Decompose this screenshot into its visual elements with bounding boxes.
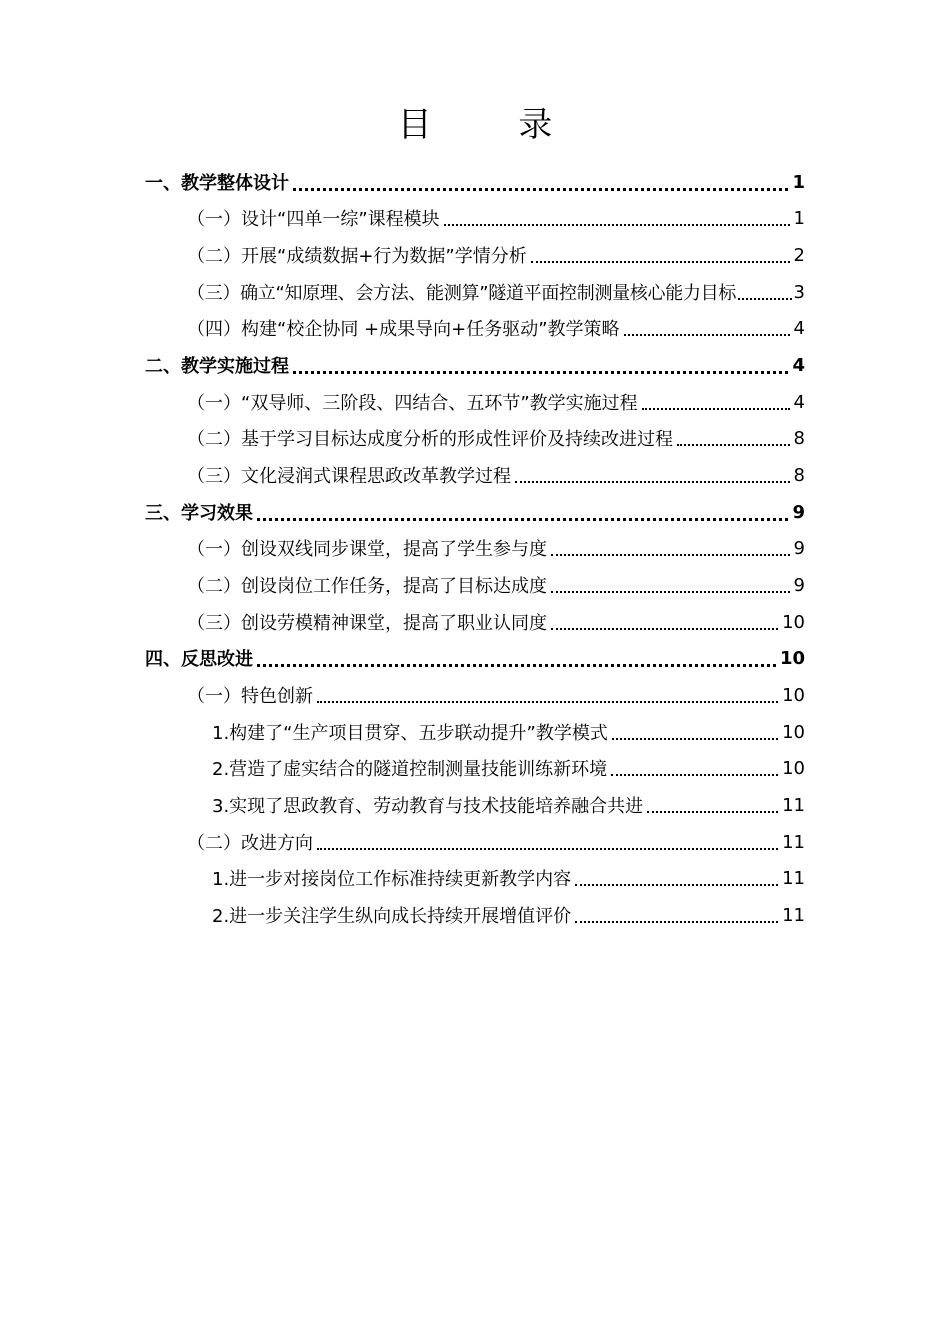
toc-entry-text: （三）文化浸润式课程思政改革教学过程	[187, 466, 511, 487]
toc-page-number: 8	[793, 427, 805, 449]
dot-leader	[257, 642, 776, 667]
dot-leader	[551, 569, 790, 593]
page-title: 目 录	[397, 105, 591, 145]
toc-entry-text: （三）创设劳模精神课堂，提高了职业认同度	[187, 613, 547, 634]
toc-entry-text: 2.营造了虚实结合的隧道控制测量技能训练新环境	[212, 759, 608, 780]
toc-page-number: 3	[793, 281, 805, 303]
dot-leader	[317, 826, 778, 850]
dot-leader	[738, 276, 791, 300]
toc-entry-4-1-1[interactable]	[212, 714, 805, 750]
toc-entry-text: 二、教学实施过程	[145, 356, 289, 377]
toc-page-number: 9	[793, 537, 805, 559]
toc-entry-text: 一、教学整体设计	[145, 173, 289, 194]
toc-entry-4-1[interactable]	[187, 677, 805, 713]
toc-entry-text: 四、反思改进	[145, 649, 253, 670]
toc-page-number: 10	[782, 684, 805, 706]
dot-leader	[647, 789, 778, 813]
toc-entry-1-1[interactable]	[187, 200, 805, 236]
toc-page-number: 9	[792, 501, 805, 523]
toc-entry-2-1[interactable]	[187, 384, 805, 420]
toc-entry-text: （二）创设岗位工作任务，提高了目标达成度	[187, 576, 547, 597]
dot-leader	[317, 679, 778, 703]
dot-leader	[293, 166, 788, 191]
dot-leader	[642, 386, 790, 410]
toc-entry-2-2[interactable]	[187, 420, 805, 456]
dot-leader	[257, 496, 788, 521]
toc-page-number: 4	[793, 317, 805, 339]
toc-entry-text: 三、学习效果	[145, 503, 253, 524]
toc-page-number: 11	[782, 794, 805, 816]
toc-page-number: 10	[782, 757, 805, 779]
toc-entry-1-3[interactable]	[187, 274, 805, 310]
toc-page-number: 11	[782, 867, 805, 889]
toc-page-number: 9	[793, 574, 805, 596]
dot-leader	[551, 532, 790, 556]
toc-page-number: 1	[792, 171, 805, 193]
toc-entry-text: 1.进一步对接岗位工作标准持续更新教学内容	[212, 869, 572, 890]
toc-page-number: 10	[782, 611, 805, 633]
dot-leader	[515, 459, 790, 483]
dot-leader	[611, 752, 778, 776]
toc-entry-text: （一）“双导师、三阶段、四结合、五环节”教学实施过程	[187, 393, 638, 414]
dot-leader	[612, 716, 778, 740]
toc-entry-4-2-1[interactable]	[212, 860, 805, 896]
toc-page-number: 8	[793, 464, 805, 486]
dot-leader	[293, 349, 788, 374]
toc-entry-text: （二）基于学习目标达成度分析的形成性评价及持续改进过程	[187, 429, 673, 450]
toc-entry-text: （一）设计“四单一综”课程模块	[187, 209, 440, 230]
toc-entry-3-3[interactable]	[187, 604, 805, 640]
toc-page-number: 10	[779, 647, 805, 669]
toc-page-number: 11	[782, 831, 805, 853]
toc-entry-1-2[interactable]	[187, 237, 805, 273]
toc-entry-text: （四）构建“校企协同 +成果导向+任务驱动”教学策略	[187, 319, 620, 340]
dot-leader	[531, 239, 790, 263]
toc-entry-3-1[interactable]	[187, 530, 805, 566]
toc-entry-text: （三）确立“知原理、会方法、能测算”隧道平面控制测量核心能力目标	[187, 283, 737, 304]
toc-entry-2-3[interactable]	[187, 457, 805, 493]
toc-page-number: 4	[793, 391, 805, 413]
dot-leader	[624, 312, 790, 336]
toc-entry-text: 1.构建了“生产项目贯穿、五步联动提升”教学模式	[212, 723, 608, 744]
toc-entry-text: （二）开展“成绩数据+行为数据”学情分析	[187, 246, 527, 267]
toc-entry-4[interactable]	[145, 640, 805, 676]
toc-entry-4-2[interactable]	[187, 824, 805, 860]
dot-leader	[575, 899, 778, 923]
toc-page-number: 1	[793, 207, 805, 229]
toc-entry-4-2-2[interactable]	[212, 897, 805, 933]
toc-entry-1[interactable]	[145, 164, 805, 200]
toc-entry-text: （一）创设双线同步课堂，提高了学生参与度	[187, 539, 547, 560]
dot-leader	[444, 202, 790, 226]
toc-entry-1-4[interactable]	[187, 310, 805, 346]
toc-page-number: 11	[782, 904, 805, 926]
toc-entry-text: 3.实现了思政教育、劳动教育与技术技能培养融合共进	[212, 796, 644, 817]
toc-entry-4-1-3[interactable]	[212, 787, 805, 823]
toc-entry-2[interactable]	[145, 347, 805, 383]
toc-page-number: 10	[782, 721, 805, 743]
toc-entry-3[interactable]	[145, 494, 805, 530]
toc-entry-text: （二）改进方向	[187, 833, 313, 854]
toc-entry-text: 2.进一步关注学生纵向成长持续开展增值评价	[212, 906, 572, 927]
toc-page-number: 2	[793, 244, 805, 266]
dot-leader	[551, 606, 778, 630]
dot-leader	[575, 862, 778, 886]
toc-page-number: 4	[792, 354, 805, 376]
toc-entry-4-1-2[interactable]	[212, 750, 805, 786]
toc-entry-3-2[interactable]	[187, 567, 805, 603]
toc-entry-text: （一）特色创新	[187, 686, 313, 707]
dot-leader	[677, 422, 790, 446]
